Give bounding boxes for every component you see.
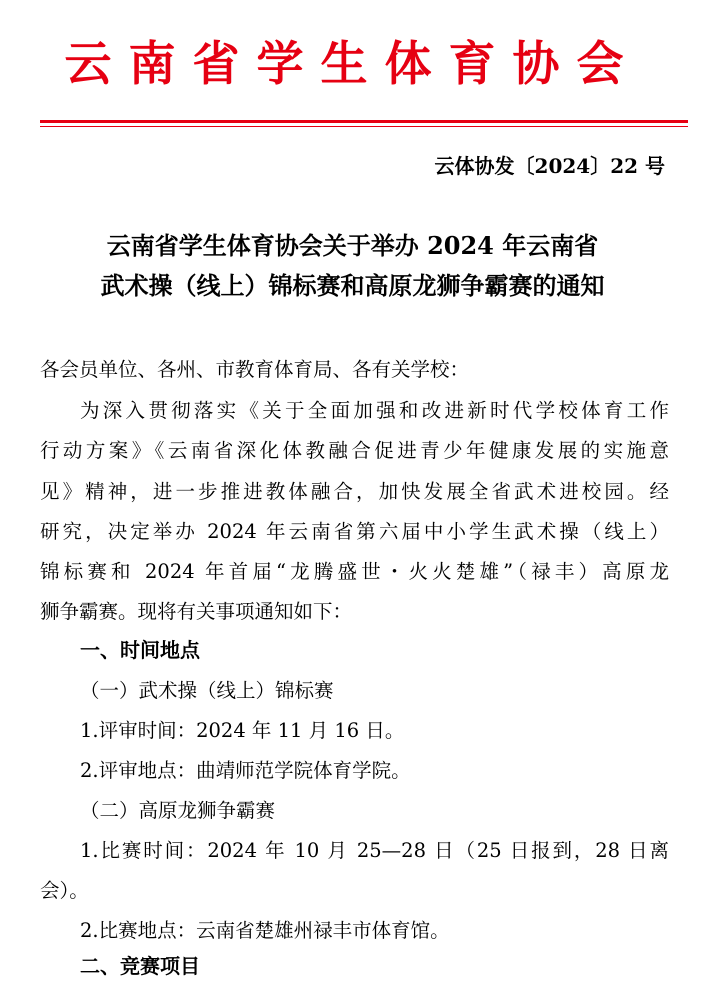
intro-line-5: 锦标赛和 2024 年首届“龙腾盛世・火火楚雄”（禄丰）高原龙 — [40, 560, 669, 583]
dragon-lion-location: 2.比赛地点：云南省楚雄州禄丰市体育馆。 — [80, 919, 450, 942]
wushu-review-location: 2.评审地点：曲靖师范学院体育学院。 — [80, 759, 411, 782]
wushu-review-time: 1.评审时间：2024 年 11 月 16 日。 — [80, 719, 405, 742]
salutation: 各会员单位、各州、市教育体育局、各有关学校： — [40, 358, 470, 381]
section-heading-events: 二、竞赛项目 — [80, 954, 200, 978]
section-heading-time-location: 一、时间地点 — [80, 638, 200, 662]
intro-line-6: 狮争霸赛。现将有关事项通知如下： — [40, 600, 353, 623]
document-title-line-1: 云南省学生体育协会关于举办 2024 年云南省 — [106, 231, 599, 260]
red-divider-thick — [40, 120, 688, 123]
dragon-lion-time-line-1: 1.比赛时间：2024 年 10 月 25—28 日（25 日报到，28 日离 — [80, 839, 669, 862]
subsection-heading-dragon-lion: （二）高原龙狮争霸赛 — [80, 799, 276, 822]
red-divider-thin — [40, 126, 688, 127]
organization-masthead: 云南省学生体育协会 — [64, 37, 641, 92]
intro-line-3: 见》精神，进一步推进教体融合，加快发展全省武术进校园。经 — [40, 480, 669, 503]
document-number: 云体协发〔2024〕22 号 — [434, 154, 665, 178]
intro-line-2: 行动方案》《云南省深化体教融合促进青少年健康发展的实施意 — [40, 439, 669, 462]
intro-line-4: 研究，决定举办 2024 年云南省第六届中小学生武术操（线上） — [40, 520, 669, 543]
intro-line-1: 为深入贯彻落实《关于全面加强和改进新时代学校体育工作 — [80, 399, 669, 422]
dragon-lion-time-line-2: 会）。 — [40, 879, 89, 902]
subsection-heading-wushu: （一）武术操（线上）锦标赛 — [80, 679, 334, 702]
document-title-line-2: 武术操（线上）锦标赛和高原龙狮争霸赛的通知 — [100, 271, 605, 300]
